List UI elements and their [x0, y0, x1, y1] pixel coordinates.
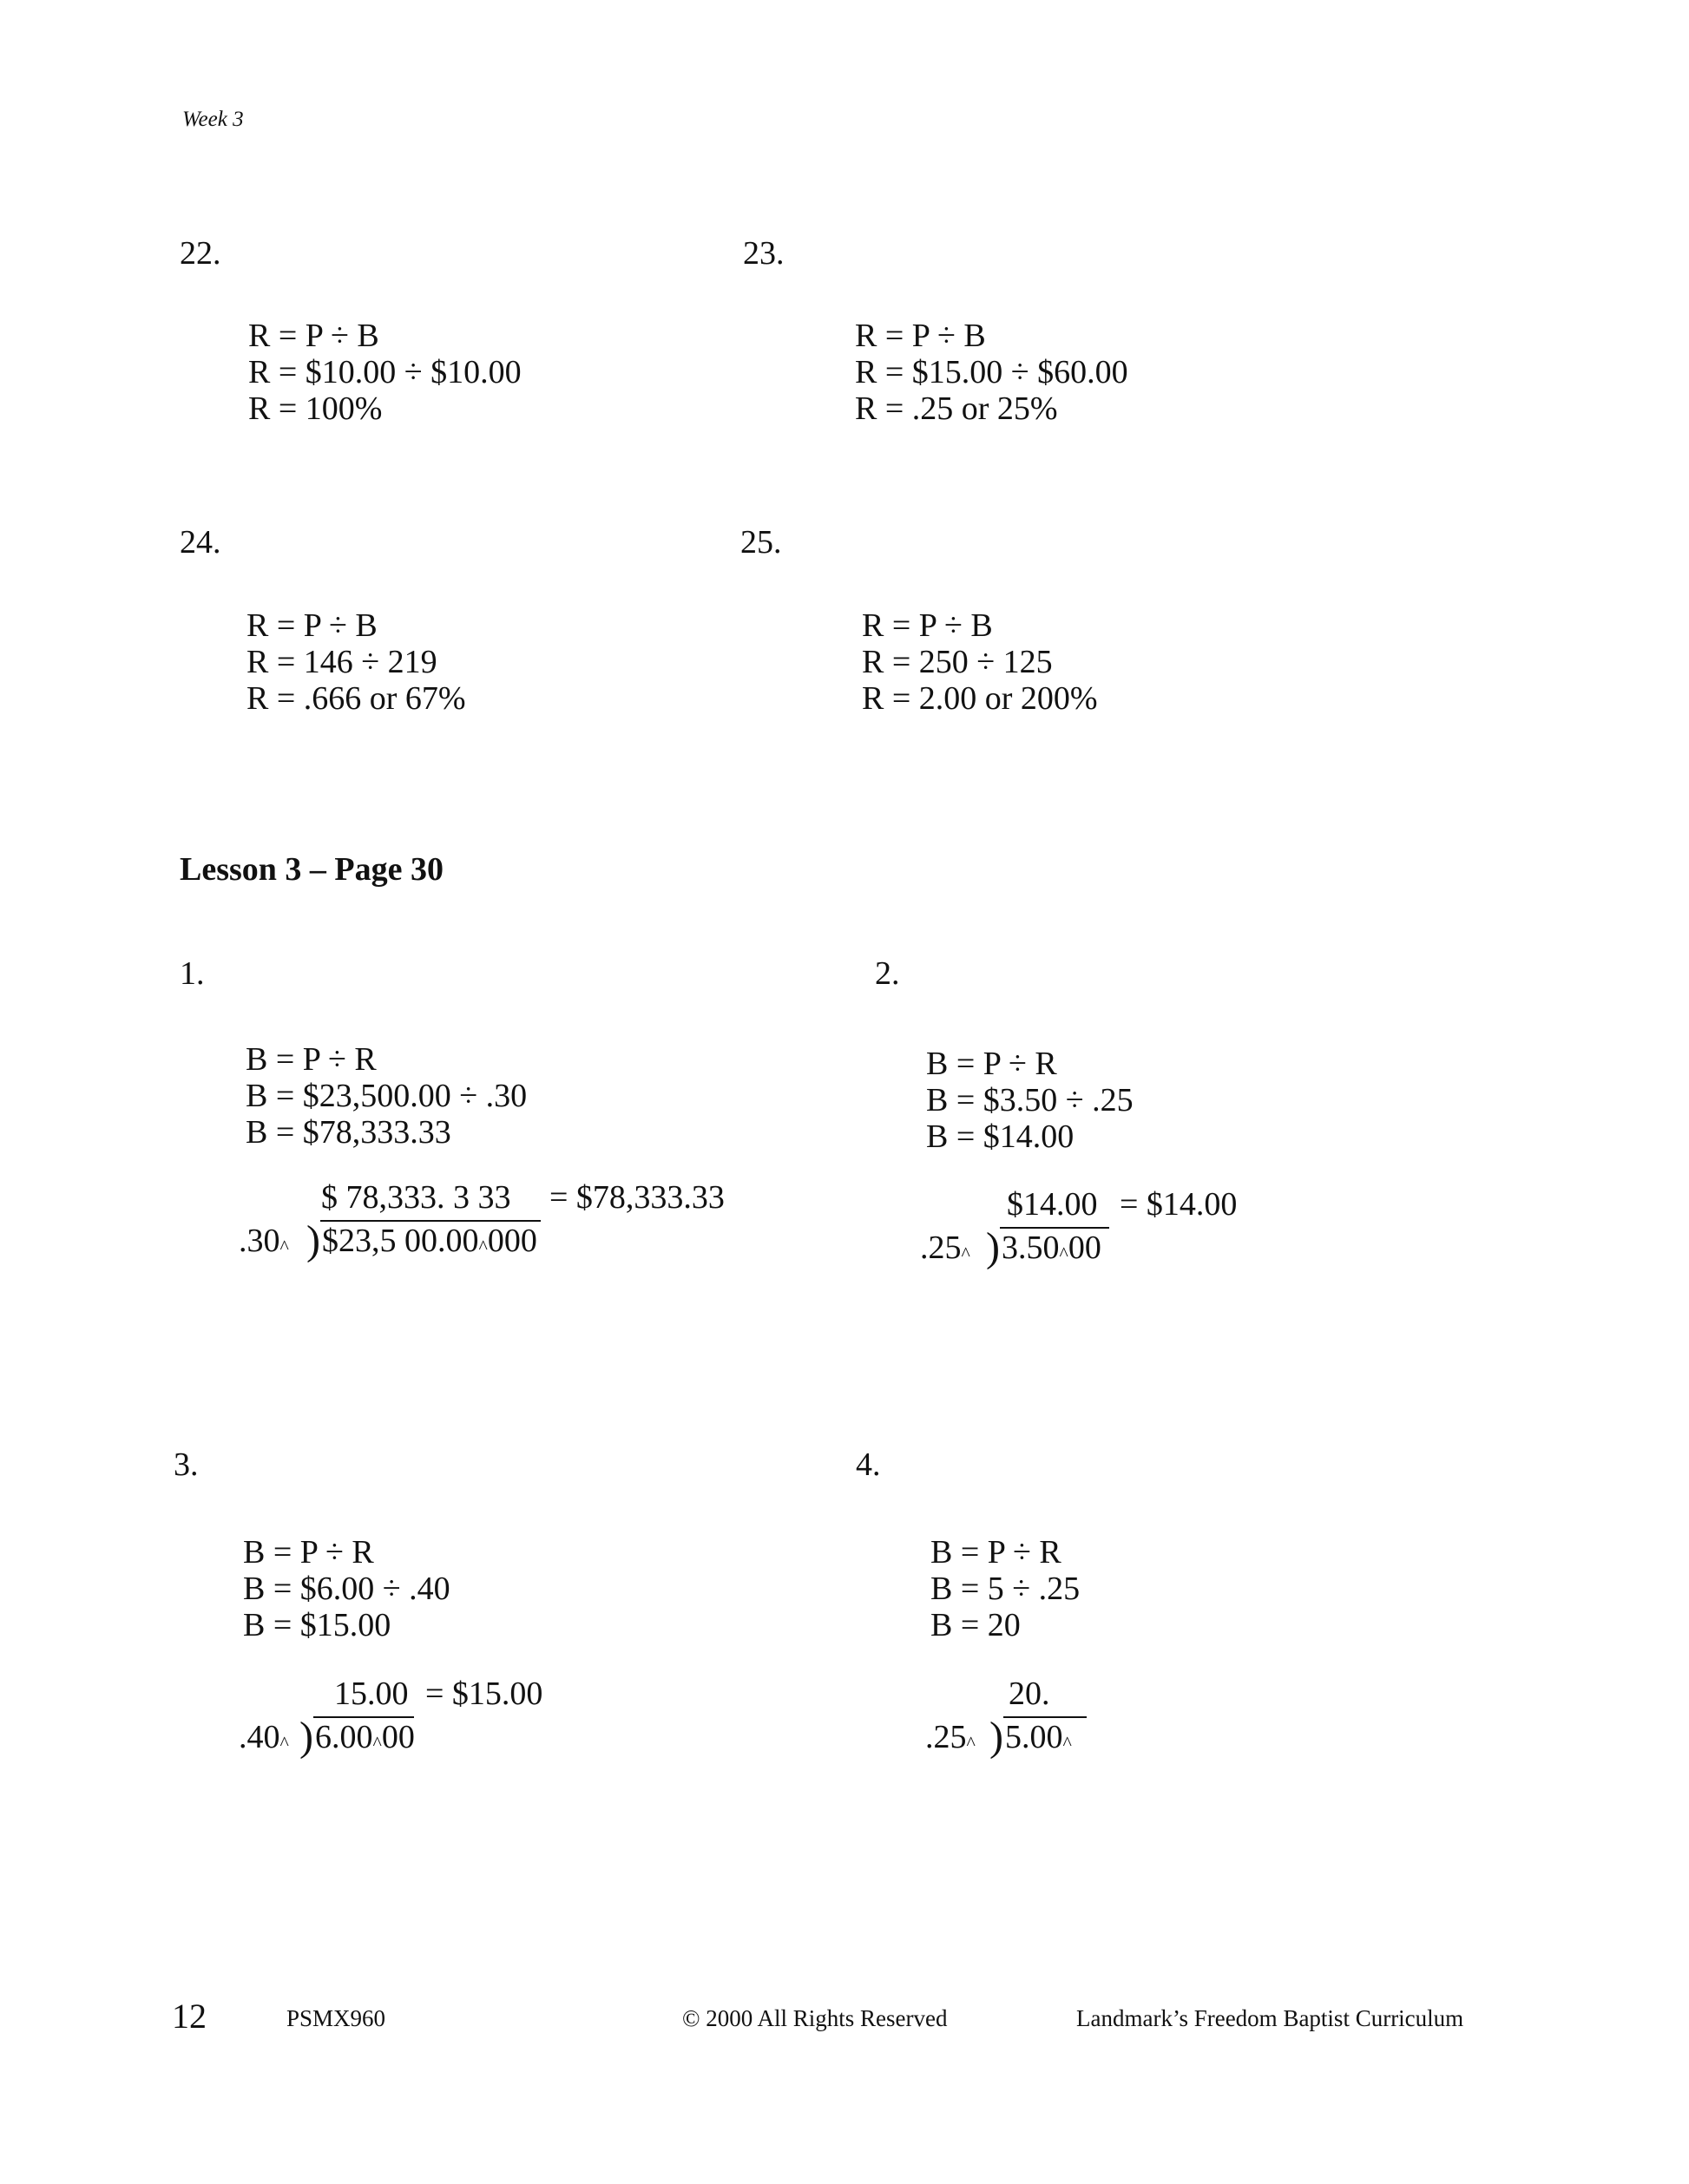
page-number: 12: [172, 1997, 207, 2036]
problem-24-equations: [246, 607, 466, 717]
equation-line: B = $14.00: [926, 1118, 1075, 1155]
lesson-heading: Lesson 3 – Page 30: [180, 851, 444, 888]
equation-line: B = $23,500.00 ÷ .30: [246, 1078, 528, 1114]
equation-line: B = 20: [930, 1607, 1021, 1643]
equation-line: B = $6.00 ÷ .40: [243, 1571, 450, 1607]
division-bracket: ): [306, 1217, 320, 1263]
equation-line: R = .666 or 67%: [246, 680, 466, 717]
lesson-problem-1-equations: [246, 1041, 527, 1151]
division-result: = $78,333.33: [549, 1179, 725, 1216]
week-label: Week 3: [182, 108, 244, 131]
lesson-problem-4-long-division: [925, 1675, 1186, 1770]
problem-23-equations: [855, 318, 1128, 427]
equation-line: B = P ÷ R: [246, 1041, 377, 1078]
lesson-problem-4-equations: [930, 1534, 1080, 1643]
problem-23-number: 23.: [743, 235, 785, 272]
equation-line: R = $10.00 ÷ $10.00: [248, 354, 522, 390]
problem-25-equations: [862, 607, 1098, 717]
equation-line: R = P ÷ B: [248, 318, 379, 354]
equation-line: R = 2.00 or 200%: [862, 680, 1098, 717]
division-quotient: 20.: [1009, 1676, 1050, 1712]
lesson-problem-1-long-division: [239, 1178, 759, 1274]
division-dividend: $23,5 00.00^000: [322, 1223, 537, 1259]
problem-24-number: 24.: [180, 524, 221, 561]
equation-line: R = .25 or 25%: [855, 390, 1058, 427]
lesson-problem-2-number: 2.: [875, 955, 900, 992]
problem-22-number: 22.: [180, 235, 221, 272]
lesson-problem-4-number: 4.: [856, 1446, 881, 1483]
equation-line: B = 5 ÷ .25: [930, 1571, 1081, 1607]
equation-line: B = P ÷ R: [243, 1534, 374, 1571]
division-quotient: 15.00: [334, 1676, 409, 1712]
equation-line: R = P ÷ B: [246, 607, 378, 644]
division-bracket: ): [989, 1714, 1003, 1760]
division-dividend: 6.00^00: [315, 1719, 415, 1755]
division-divisor: .30^: [239, 1223, 289, 1259]
lesson-problem-2-long-division: [920, 1185, 1285, 1281]
problem-22-equations: [248, 318, 522, 427]
division-divisor: .40^: [239, 1719, 289, 1755]
division-result: = $15.00: [425, 1676, 543, 1712]
equation-line: R = P ÷ B: [855, 318, 986, 354]
course-code: PSMX960: [286, 2005, 386, 2031]
division-quotient: $ 78,333. 3 33: [321, 1179, 511, 1216]
division-bracket: ): [986, 1224, 1000, 1270]
equation-line: R = $15.00 ÷ $60.00: [855, 354, 1128, 390]
publisher: Landmark’s Freedom Baptist Curriculum: [1076, 2005, 1464, 2031]
division-quotient: $14.00: [1007, 1186, 1098, 1223]
equation-line: B = $15.00: [243, 1607, 391, 1643]
equation-line: R = 100%: [248, 390, 383, 427]
equation-line: R = P ÷ B: [862, 607, 993, 644]
equation-line: B = $3.50 ÷ .25: [926, 1082, 1134, 1118]
copyright: © 2000 All Rights Reserved: [682, 2005, 948, 2031]
division-divisor: .25^: [920, 1230, 970, 1266]
division-result: = $14.00: [1120, 1186, 1238, 1223]
equation-line: R = 146 ÷ 219: [246, 644, 437, 680]
lesson-problem-3-number: 3.: [174, 1446, 199, 1483]
lesson-problem-3-equations: [243, 1534, 450, 1643]
equation-line: B = P ÷ R: [930, 1534, 1061, 1571]
problem-25-number: 25.: [740, 524, 782, 561]
lesson-problem-2-equations: [926, 1046, 1134, 1155]
lesson-problem-3-long-division: [239, 1675, 586, 1770]
division-bracket: ): [299, 1714, 313, 1760]
equation-line: B = $78,333.33: [246, 1114, 451, 1151]
division-dividend: 3.50^00: [1002, 1230, 1101, 1266]
lesson-problem-1-number: 1.: [180, 955, 205, 992]
equation-line: R = 250 ÷ 125: [862, 644, 1053, 680]
division-divisor: .25^: [925, 1719, 976, 1755]
equation-line: B = P ÷ R: [926, 1046, 1057, 1082]
division-dividend: 5.00^: [1005, 1719, 1072, 1755]
